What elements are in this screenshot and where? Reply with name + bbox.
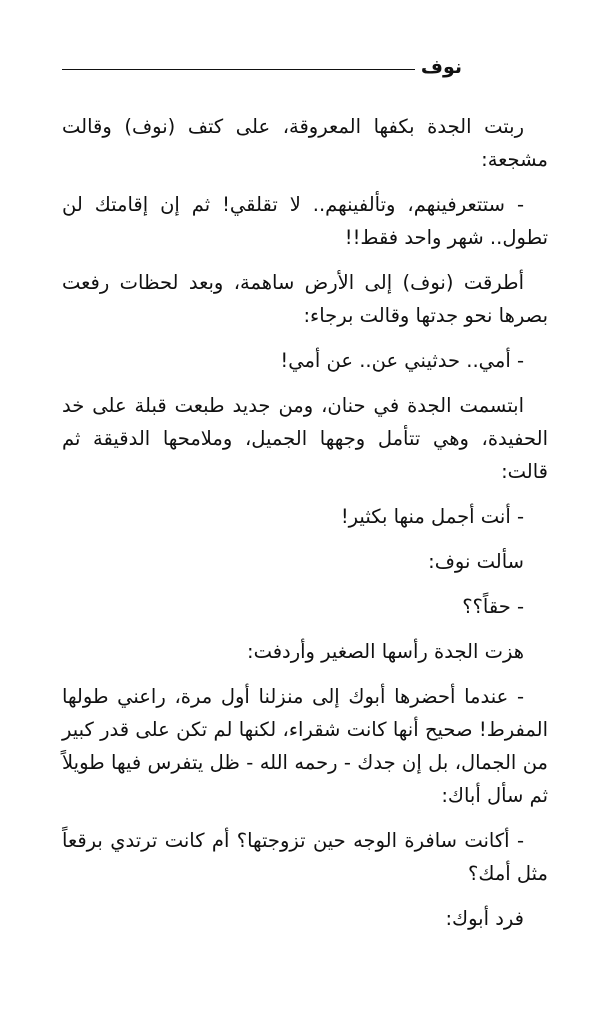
body-text — [62, 110, 548, 947]
paragraph: ابتسمت الجدة في حنان، ومن جديد طبعت قبلة على خد الحفيدة، وهي تتأمل وجهها الجميل، وملامحها الدقيقة ثم قالت: — [62, 394, 548, 483]
chapter-title: نوف — [420, 56, 462, 78]
paragraph: ربتت الجدة بكفها المعروقة، على كتف (نوف) وقالت مشجعة: — [62, 115, 548, 171]
dialog-paragraph: - ستتعرفينهم، وتألفينهم.. لا تقلقي! ثم إن إقامتك لن تطول.. شهر واحد فقط!! — [62, 193, 548, 249]
dialog-paragraph: - حقاً؟؟ — [462, 595, 524, 618]
dialog-paragraph: - عندما أحضرها أبوك إلى منزلنا أول مرة، راعني طولها المفرط! صحيح أنها كانت شقراء، لكنها لم تكن على قدر كبير من الجمال، بل إن جدك - رحمه الله - ظل يتفرس فيها طويلاً ثم سأل أباك: — [62, 685, 548, 807]
page-header — [62, 52, 462, 82]
dialog-paragraph: - أمي.. حدثيني عن.. عن أمي! — [280, 349, 524, 372]
paragraph: أطرقت (نوف) إلى الأرض ساهمة، وبعد لحظات رفعت بصرها نحو جدتها وقالت برجاء: — [62, 271, 548, 327]
paragraph: فرد أبوك: — [445, 907, 524, 930]
dialog-paragraph: - أكانت سافرة الوجه حين تزوجتها؟ أم كانت ترتدي برقعاً مثل أمك؟ — [62, 829, 548, 885]
header-rule — [62, 69, 415, 70]
paragraph: سألت نوف: — [428, 550, 524, 573]
paragraph: هزت الجدة رأسها الصغير وأردفت: — [247, 640, 524, 663]
dialog-paragraph: - أنت أجمل منها بكثير! — [340, 505, 524, 528]
